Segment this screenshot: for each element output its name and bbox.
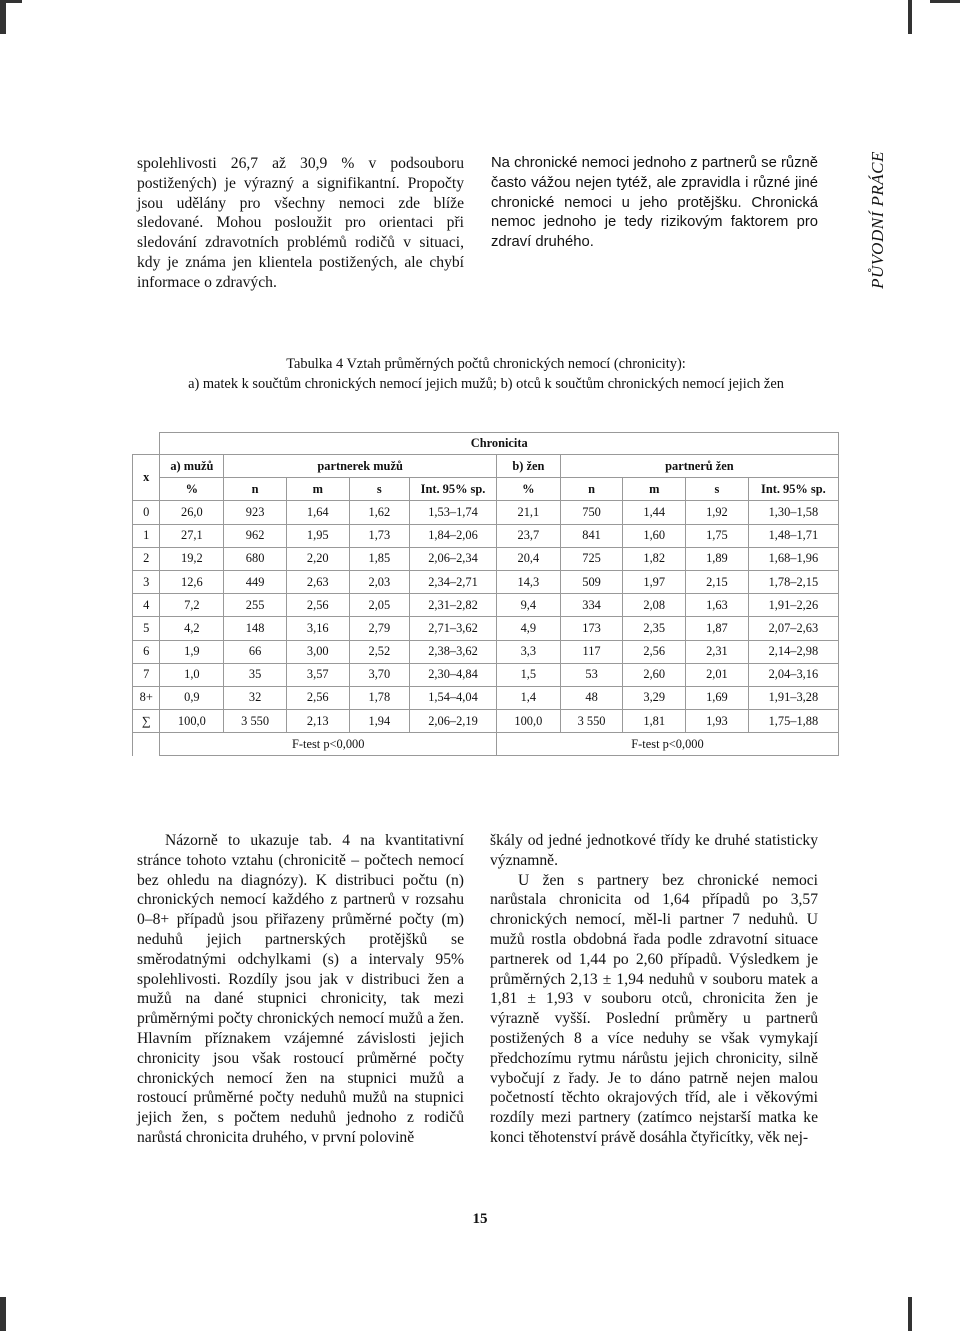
row-label: 8+	[133, 686, 160, 709]
bottom-right-column	[490, 831, 818, 1148]
table-cell: 1,60	[623, 524, 686, 547]
table-cell: 0,9	[160, 686, 224, 709]
crop-mark	[908, 1297, 912, 1331]
top-left-paragraph: spolehlivosti 26,7 až 30,9 % v podsouboru postižených) je výrazný a signifikantní. Propočty jsou udělány pro všechny nemoci zde blíže sledované. Mohou posloužit pro orientaci při sledování zdravotních problémů rodičů v situaci, kdy je známa jen klientela postižených, ale chybí informace o zdravých.	[137, 155, 464, 291]
table-cell: 2,04–3,16	[748, 663, 838, 686]
table-cell: 1,0	[160, 663, 224, 686]
row-label: 0	[133, 501, 160, 524]
column-header: Int. 95% sp.	[410, 478, 497, 501]
table-cell: 1,68–1,96	[748, 547, 838, 570]
table-cell: 32	[224, 686, 287, 709]
table-cell: 27,1	[160, 524, 224, 547]
table-cell: 3,57	[286, 663, 349, 686]
table-cell: 23,7	[496, 524, 560, 547]
table-cell: 449	[224, 570, 287, 593]
caption-line-1: Tabulka 4 Vztah průměrných počtů chronických nemocí (chronicity):	[286, 356, 686, 372]
section-label-text: PŮVODNÍ PRÁCE	[868, 151, 887, 289]
column-header: Int. 95% sp.	[748, 478, 838, 501]
header-group-b: b) žen	[496, 455, 560, 478]
table-cell: 2,15	[686, 570, 749, 593]
table-cell: 1,44	[623, 501, 686, 524]
table-cell: 1,78–2,15	[748, 570, 838, 593]
row-label: ∑	[133, 710, 160, 733]
table-cell: 1,53–1,74	[410, 501, 497, 524]
table-cell: 48	[560, 686, 623, 709]
table-cell: 2,35	[623, 617, 686, 640]
table-row	[133, 663, 839, 686]
table-cell: 1,63	[686, 594, 749, 617]
table-cell: 750	[560, 501, 623, 524]
header-group-a-partner: partnerek mužů	[224, 455, 497, 478]
table-cell: 2,30–4,84	[410, 663, 497, 686]
ftest-empty	[133, 733, 160, 756]
table-cell: 923	[224, 501, 287, 524]
header-x: x	[133, 455, 160, 501]
caption-line-2: a) matek k součtům chronických nemocí jejich mužů; b) otců k součtům chronických nemocí jejich žen	[188, 376, 784, 392]
table-cell: 100,0	[496, 710, 560, 733]
table-cell: 3 550	[224, 710, 287, 733]
table-cell: 509	[560, 570, 623, 593]
table-cell: 53	[560, 663, 623, 686]
table-cell: 12,6	[160, 570, 224, 593]
table-cell: 2,08	[623, 594, 686, 617]
table-cell: 1,89	[686, 547, 749, 570]
table-cell: 2,13	[286, 710, 349, 733]
ftest-b: F-test p<0,000	[496, 733, 838, 756]
table-cell: 2,05	[349, 594, 409, 617]
column-header: s	[686, 478, 749, 501]
table-cell: 2,71–3,62	[410, 617, 497, 640]
table-cell: 1,9	[160, 640, 224, 663]
table-cell: 1,73	[349, 524, 409, 547]
table-cell: 4,2	[160, 617, 224, 640]
table-cell: 1,54–4,04	[410, 686, 497, 709]
row-label: 3	[133, 570, 160, 593]
table-cell: 1,75–1,88	[748, 710, 838, 733]
table-cell: 1,94	[349, 710, 409, 733]
row-label: 6	[133, 640, 160, 663]
table-cell: 1,85	[349, 547, 409, 570]
table-cell: 3,3	[496, 640, 560, 663]
table-cell: 1,30–1,58	[748, 501, 838, 524]
table-row	[133, 570, 839, 593]
table-row	[133, 686, 839, 709]
table-cell: 1,92	[686, 501, 749, 524]
table-row	[133, 594, 839, 617]
page-number: 15	[472, 1211, 488, 1227]
table-cell: 2,01	[686, 663, 749, 686]
table-cell: 2,06–2,34	[410, 547, 497, 570]
column-header: %	[496, 478, 560, 501]
table-cell: 4,9	[496, 617, 560, 640]
table-cell: 841	[560, 524, 623, 547]
table-cell: 19,2	[160, 547, 224, 570]
table-cell: 1,87	[686, 617, 749, 640]
table-cell: 1,64	[286, 501, 349, 524]
bottom-left-paragraph: Názorně to ukazuje tab. 4 na kvantitativní stránce tohoto vztahu (chronicitě – počtech nemocí bez ohledu na diagnózy). K distribuci počtu (n) chronických nemocí každého z partnerů v rozsahu 0–8+ případů jsou přiřazeny průměrné počty (m) neduhů jejich partnerských protějšků se směrodatnými odchylkami (s) a intervaly 95% spolehlivosti. Rozdíly jsou jak v distribuci žen a mužů na dané stupnici chronicity, tak mezi průměrnými počty chronických nemocí mužů a žen. Hlavním příznakem vzájemné závislosti jejich chronicity jsou však rostoucí průměrné počty chronických nemocí žen na stupnici mužů a rostoucí průměrné počty neduhů mužů na stupnici jejich žen, s počtem neduhů jednoho z rodičů narůstá chronicita druhého, v první polovině	[137, 832, 464, 1146]
table-cell: 1,81	[623, 710, 686, 733]
column-header: m	[623, 478, 686, 501]
table-cell: 3,00	[286, 640, 349, 663]
table-cell: 2,60	[623, 663, 686, 686]
table-cell: 2,03	[349, 570, 409, 593]
table-cell: 3,29	[623, 686, 686, 709]
section-label	[866, 150, 890, 290]
row-label: 7	[133, 663, 160, 686]
table-cell: 2,34–2,71	[410, 570, 497, 593]
table-cell: 2,79	[349, 617, 409, 640]
column-header: n	[560, 478, 623, 501]
table-row	[133, 617, 839, 640]
table-cell: 1,95	[286, 524, 349, 547]
table-cell: 173	[560, 617, 623, 640]
bottom-right-paragraph-2: U žen s partnery bez chronické nemoci narůstala chronicita od 1,64 případů po 3,57 chronických nemocí, měl-li partner 7 neduhů. U mužů rostla obdobná řada podle zdravotní situace partnerek od 1,44 po 2,60 případů. Výsledkem je průměrných 2,13 ± 1,94 neduhů v souboru matek a 1,81 ± 1,93 v souboru otců, chronicita žen je výrazně vyšší. Poslední průměry u partnerů postižených 8 a více neduhy se však vymykají předchozímu rytmu nárůstu jejich chronicity, silně vybočují z řady. Je to dáno patrně nejen malou početností těchto okrajových tříd, ale i věkovými rozdíly mezi partnery (zatímco nejstarší matka ke konci těhotenství právě dosáhla čtyřicítky, věk nej-	[490, 871, 818, 1146]
crop-mark	[0, 1297, 6, 1331]
crop-mark	[908, 0, 912, 34]
header-group-a: a) mužů	[160, 455, 224, 478]
table-cell: 100,0	[160, 710, 224, 733]
table-row	[133, 524, 839, 547]
table-cell: 2,63	[286, 570, 349, 593]
column-header: m	[286, 478, 349, 501]
table-cell: 1,62	[349, 501, 409, 524]
table-4	[132, 432, 839, 756]
column-header: %	[160, 478, 224, 501]
table-cell: 1,91–2,26	[748, 594, 838, 617]
table-cell: 2,20	[286, 547, 349, 570]
table-cell: 117	[560, 640, 623, 663]
table-cell: 2,56	[286, 594, 349, 617]
table-row	[133, 640, 839, 663]
table-cell: 1,84–2,06	[410, 524, 497, 547]
table-cell: 3,16	[286, 617, 349, 640]
table-cell: 3,70	[349, 663, 409, 686]
row-label: 5	[133, 617, 160, 640]
header-chronicita: Chronicita	[160, 433, 839, 455]
table-cell: 1,69	[686, 686, 749, 709]
table-cell: 7,2	[160, 594, 224, 617]
table-cell: 962	[224, 524, 287, 547]
table-cell: 1,93	[686, 710, 749, 733]
row-label: 4	[133, 594, 160, 617]
table-cell: 20,4	[496, 547, 560, 570]
table-cell: 2,38–3,62	[410, 640, 497, 663]
table-cell: 21,1	[496, 501, 560, 524]
column-header-row	[133, 478, 839, 501]
column-header: s	[349, 478, 409, 501]
table-cell: 1,75	[686, 524, 749, 547]
row-label: 1	[133, 524, 160, 547]
table-row	[133, 501, 839, 524]
column-header: n	[224, 478, 287, 501]
crop-mark	[0, 0, 22, 3]
table-cell: 66	[224, 640, 287, 663]
table-cell: 2,07–2,63	[748, 617, 838, 640]
table-cell: 2,56	[286, 686, 349, 709]
table-corner	[133, 433, 160, 455]
table-cell: 2,56	[623, 640, 686, 663]
table-cell: 1,4	[496, 686, 560, 709]
table-cell: 2,14–2,98	[748, 640, 838, 663]
table-cell: 2,31	[686, 640, 749, 663]
table-row	[133, 547, 839, 570]
table-cell: 148	[224, 617, 287, 640]
table-cell: 35	[224, 663, 287, 686]
table-cell: 14,3	[496, 570, 560, 593]
table-cell: 680	[224, 547, 287, 570]
table-cell: 1,78	[349, 686, 409, 709]
top-right-paragraph: Na chronické nemoci jednoho z partnerů se různě často vážou nejen tytéž, ale zpravidla i různé jiné chronické nemoci u jeho protějšku. Chronická nemoc jednoho je tedy rizikovým faktorem pro zdraví druhého.	[491, 155, 818, 251]
table-cell: 334	[560, 594, 623, 617]
crop-mark	[930, 0, 960, 3]
table-cell: 26,0	[160, 501, 224, 524]
ftest-a: F-test p<0,000	[160, 733, 496, 756]
table-cell: 1,5	[496, 663, 560, 686]
row-label: 2	[133, 547, 160, 570]
table-cell: 255	[224, 594, 287, 617]
table-cell: 2,31–2,82	[410, 594, 497, 617]
table-cell: 2,52	[349, 640, 409, 663]
table-cell: 9,4	[496, 594, 560, 617]
table-cell: 1,97	[623, 570, 686, 593]
crop-mark	[0, 0, 6, 34]
table-cell: 2,06–2,19	[410, 710, 497, 733]
table-cell: 1,48–1,71	[748, 524, 838, 547]
table-cell: 1,82	[623, 547, 686, 570]
table-row	[133, 710, 839, 733]
table-cell: 3 550	[560, 710, 623, 733]
bottom-right-paragraph-1: škály od jedné jednotkové třídy ke druhé statisticky významně.	[490, 832, 818, 869]
header-group-b-partner: partnerů žen	[560, 455, 838, 478]
table-caption	[132, 354, 840, 394]
table-cell: 725	[560, 547, 623, 570]
table-cell: 1,91–3,28	[748, 686, 838, 709]
